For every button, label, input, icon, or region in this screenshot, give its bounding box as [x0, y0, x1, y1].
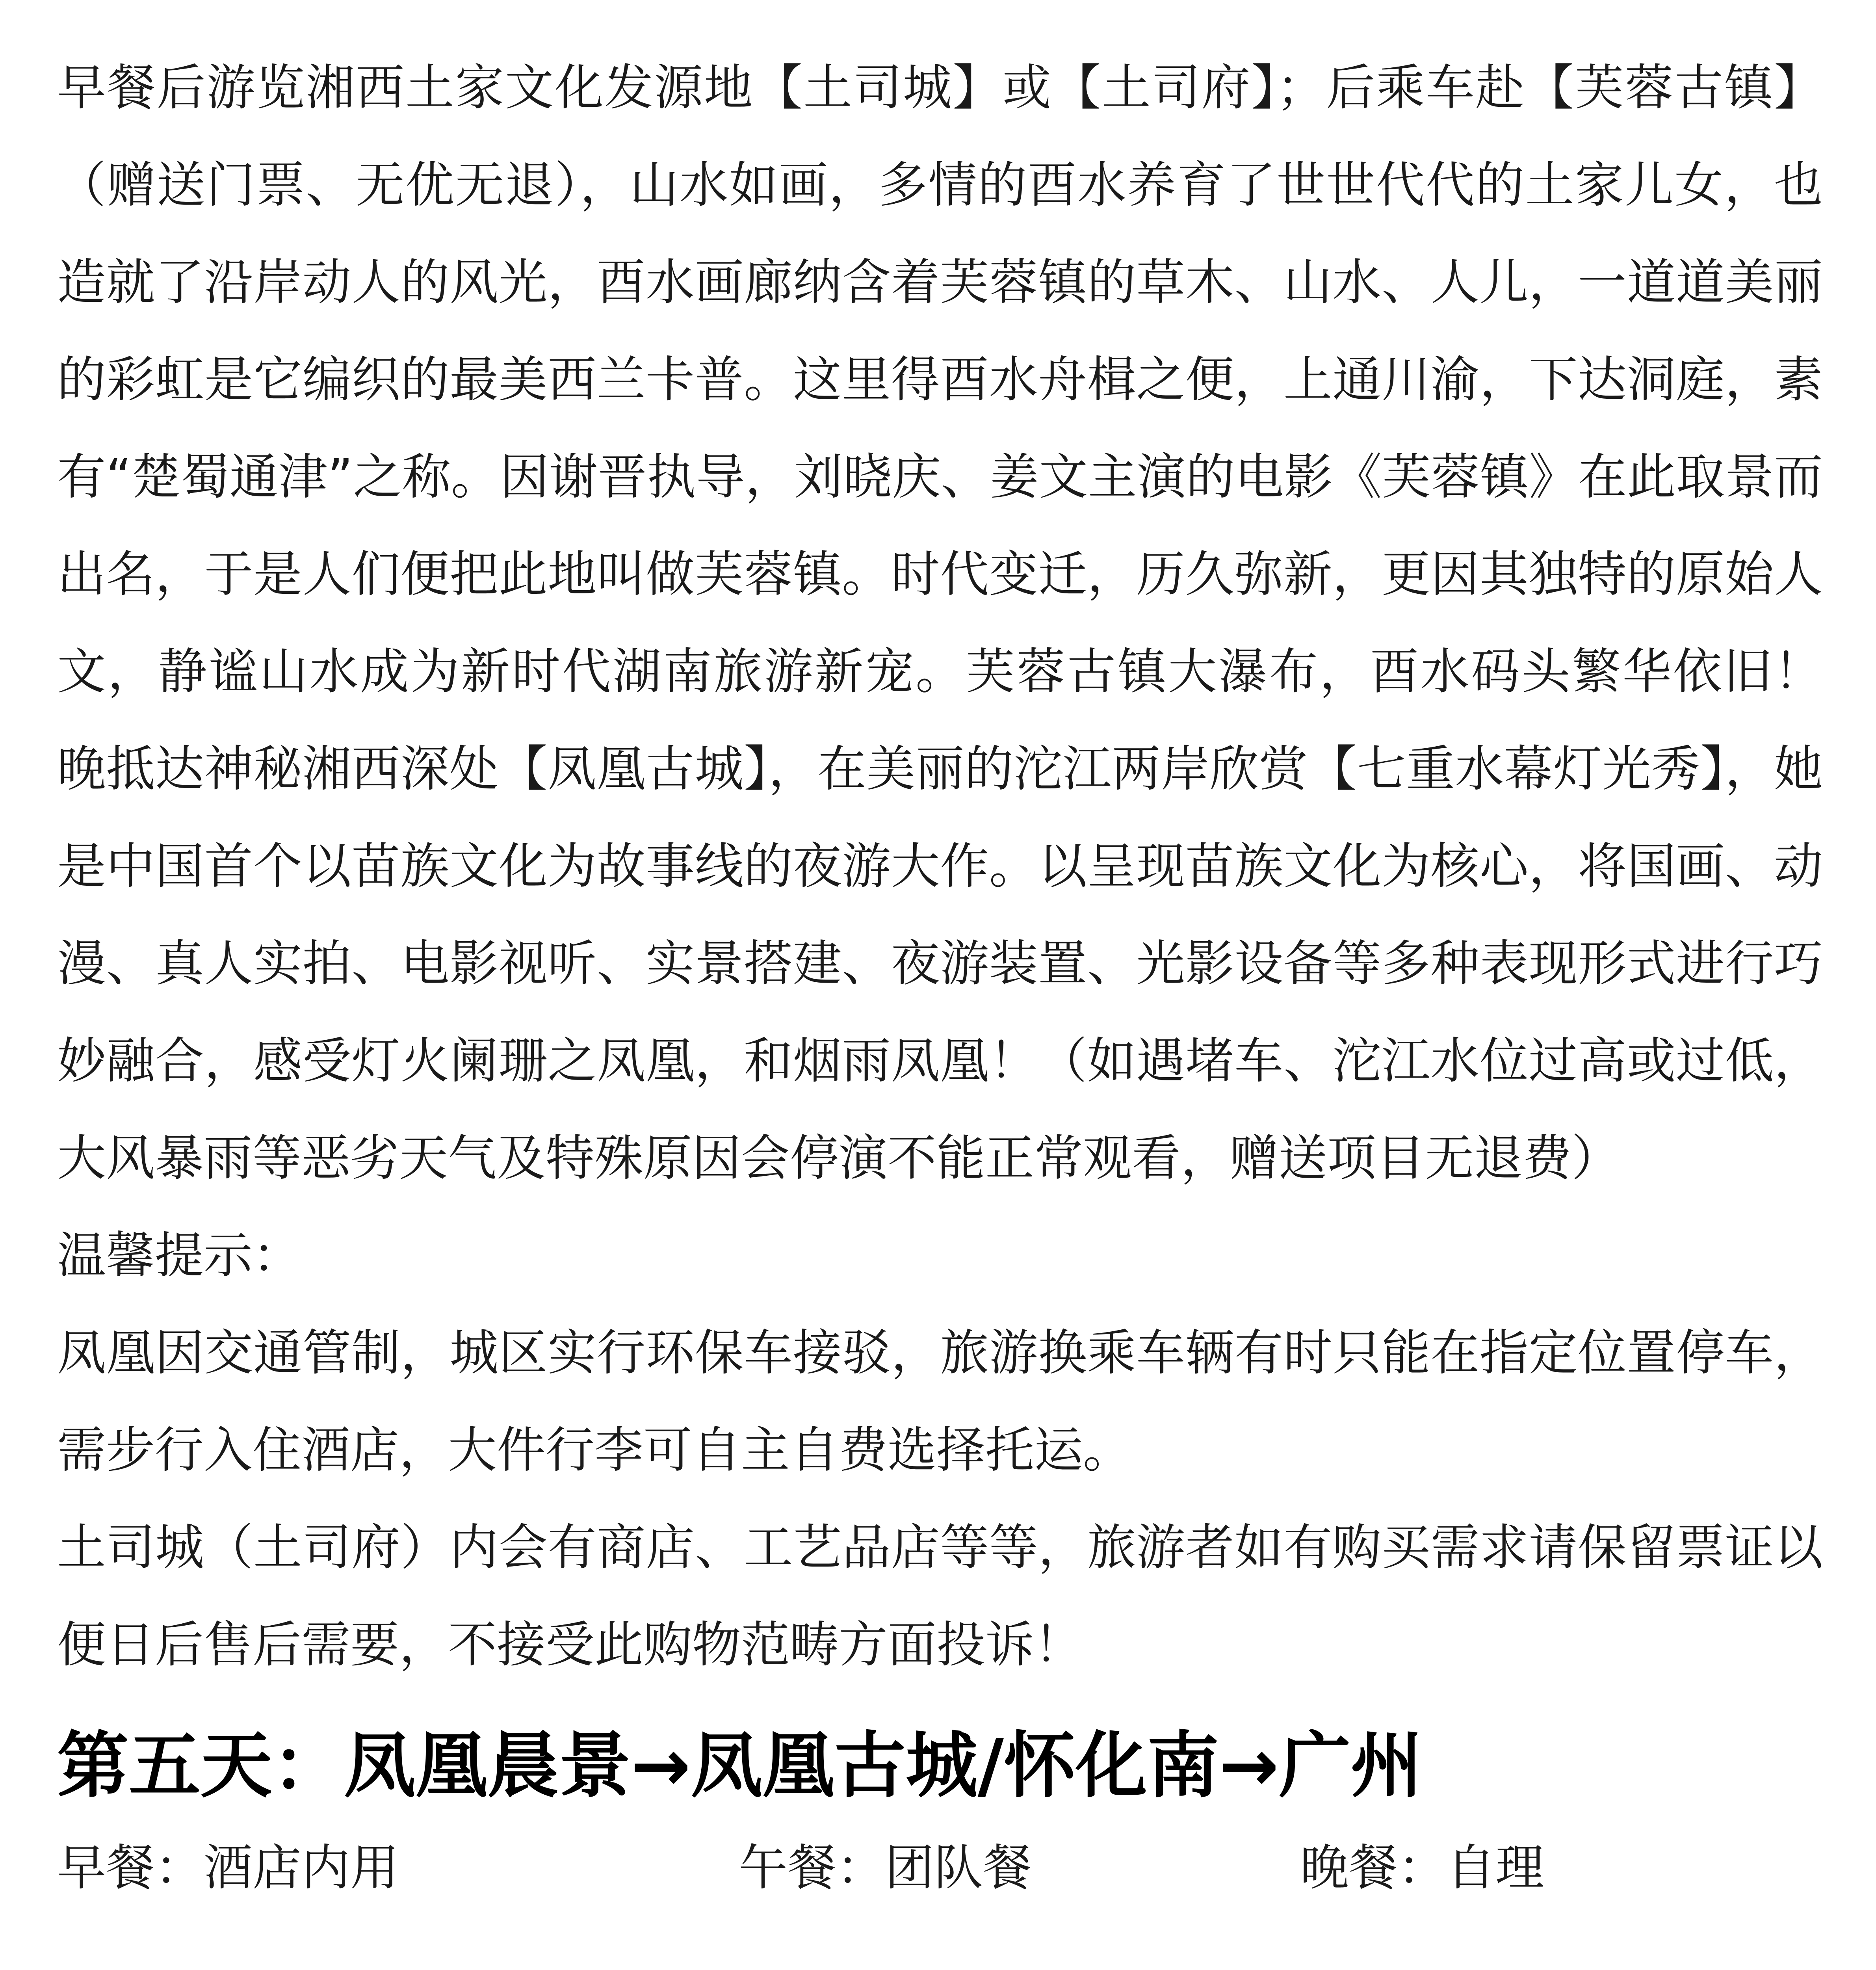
- tip-shopping: 土司城（土司府）内会有商店、工艺品店等等，旅游者如有购买需求请保留票证以便日后售后需要，不接受此购物范畴方面投诉！: [57, 1519, 1823, 1673]
- tip-traffic-control: 凤凰因交通管制，城区实行环保车接驳，旅游换乘车辆有时只能在指定位置停车，需步行入住酒店，大件行李可自主自费选择托运。: [57, 1325, 1823, 1479]
- breakfast-info: 早餐：酒店内用: [57, 1840, 399, 1896]
- accommodation-info: [57, 1959, 1823, 1970]
- itinerary-paragraph: 早餐后游览湘西土家文化发源地【土司城】或【土司府】；后乘车赴【芙蓉古镇】（赠送门票、无优无退），山水如画，多情的酉水养育了世世代代的土家儿女，也造就了沿岸动人的风光，酉水画廊纳含着芙蓉镇的草木、山水、人儿，一道道美丽的彩虹是它编织的最美西兰卡普。这里得酉水舟楫之便，上通川渝，下达洞庭，素有“楚蜀通津”之称。因谢晋执导，刘晓庆、姜文主演的电影《芙蓉镇》在此取景而出名，于是人们便把此地叫做芙蓉镇。时代变迁，历久弥新，更因其独特的原始人文，静谧山水成为新时代湖南旅游新宠。芙蓉古镇大瀑布，酉水码头繁华依旧！ 晚抵达神秘湘西深处【凤凰古城】，在美丽的沱江两岸欣赏【七重水幕灯光秀】，她是中国首个以苗族文化为故事线的夜游大作。以呈现苗族文化为核心，将国画、动漫、真人实拍、电影视听、实景搭建、夜游装置、光影设备等多种表现形式进行巧妙融合，感受灯火阑珊之凤凰，和烟雨凤凰！（如遇堵车、沱江水位过高或过低，大风暴雨等恶劣天气及特殊原因会停演不能正常观看，赠送项目无退费）: [57, 59, 1872, 1187]
- dinner-info: 晚餐：自理: [1300, 1840, 1545, 1896]
- tips-label: 温馨提示：: [57, 1227, 302, 1284]
- day4-continuation-section: [57, 0, 1872, 1694]
- day5-heading: 第五天：凤凰晨景→凤凰古城/怀化南→广州: [57, 1724, 1423, 1807]
- meal-info-row: [57, 1829, 1823, 1907]
- lunch-info: 午餐：团队餐: [739, 1840, 1032, 1896]
